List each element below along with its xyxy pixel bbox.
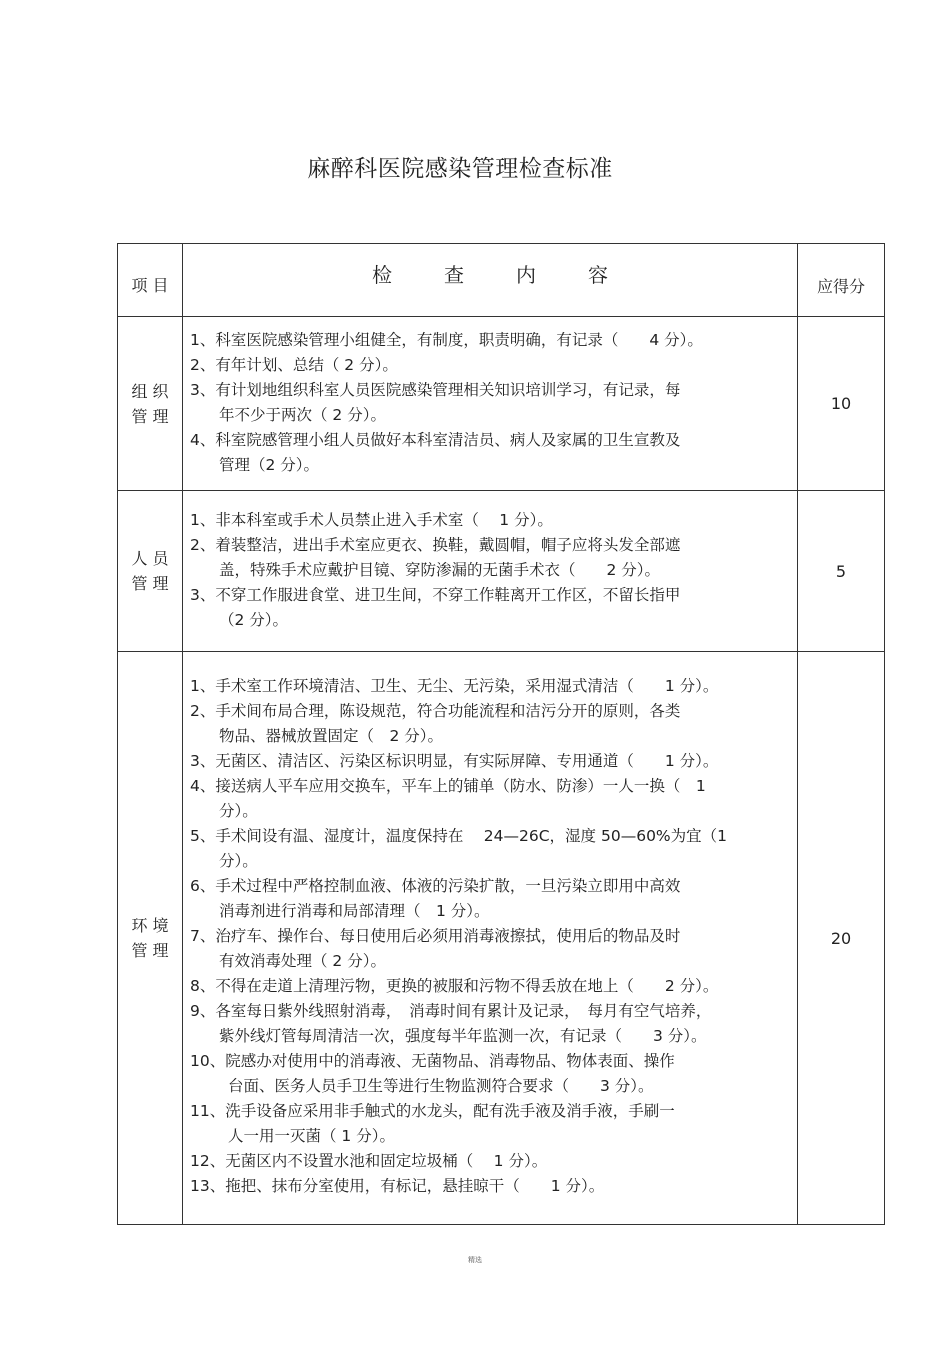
content-line: （2 分）。 [219,610,289,629]
content-line: 管理（2 分）。 [219,455,320,474]
header-content [183,244,798,317]
content-line: 盖，特殊手术应戴护目镜、穿防渗漏的无菌手术衣（ 2 分）。 [219,560,661,579]
content-line: 消毒剂进行消毒和局部清理（ 1 分）。 [219,901,490,920]
header-item: 项 目 [118,244,183,317]
category-cell [118,317,183,491]
header-content-char: 查 [444,262,464,287]
category-label: 管 理 [131,941,169,960]
page-title: 麻醉科医院感染管理检查标准 [307,156,613,182]
content-line: 4、科室院感管理小组人员做好本科室清洁员、病人及家属的卫生宣教及 [190,430,681,449]
content-line: 台面、医务人员手卫生等进行生物监测符合要求（ 3 分）。 [228,1076,654,1095]
content-line: 7、治疗车、操作台、每日使用后必须用消毒液擦拭，使用后的物品及时 [190,926,681,945]
inspection-table [117,243,885,1225]
category-label: 人 员 [131,549,169,568]
score-cell: 10 [798,317,885,491]
score-cell: 20 [798,652,885,1225]
content-line: 有效消毒处理（ 2 分）。 [219,951,386,970]
content-line: 2、着装整洁，进出手术室应更衣、换鞋，戴圆帽，帽子应将头发全部遮 [190,535,681,554]
category-label: 环 境 [131,916,169,935]
category-label: 管 理 [131,574,169,593]
content-line: 1、非本科室或手术人员禁止进入手术室（ 1 分）。 [190,510,553,529]
content-line: 10、院感办对使用中的消毒液、无菌物品、消毒物品、物体表面、操作 [190,1051,675,1070]
content-line: 3、不穿工作服进食堂、进卫生间，不穿工作鞋离开工作区，不留长指甲 [190,585,681,604]
category-cell [118,652,183,1225]
table-row-environment [118,652,885,1225]
table-row-personnel [118,491,885,652]
content-line: 8、不得在走道上清理污物，更换的被服和污物不得丢放在地上（ 2 分）。 [190,976,719,995]
content-cell [183,652,798,1225]
page-footer: 精选 [468,1256,482,1264]
content-cell [183,491,798,652]
content-line: 4、接送病人平车应用交换车，平车上的铺单（防水、防渗）一人一换（ 1 [190,776,706,795]
content-line: 分）。 [219,801,258,820]
content-line: 1、科室医院感染管理小组健全，有制度，职责明确，有记录（ 4 分）。 [190,330,703,349]
content-line: 3、无菌区、清洁区、污染区标识明显，有实际屏障、专用通道（ 1 分）。 [190,751,719,770]
content-line: 9、各室每日紫外线照射消毒， 消毒时间有累计及记录， 每月有空气培养， [190,1001,712,1020]
content-line: 3、有计划地组织科室人员医院感染管理相关知识培训学习，有记录，每 [190,380,681,399]
content-line: 11、洗手设备应采用非手触式的水龙头，配有洗手液及消手液，手刷一 [190,1101,675,1120]
content-line: 物品、器械放置固定（ 2 分）。 [219,726,444,745]
content-line: 2、有年计划、总结（ 2 分）。 [190,355,398,374]
table-row-organization [118,317,885,491]
category-label: 组 织 [131,381,169,401]
table-header-row [118,244,885,317]
content-line: 12、无菌区内不设置水池和固定垃圾桶（ 1 分）。 [190,1151,548,1170]
content-line: 6、手术过程中严格控制血液、体液的污染扩散，一旦污染立即用中高效 [190,876,681,895]
content-line: 2、手术间布局合理，陈设规范，符合功能流程和洁污分开的原则，各类 [190,701,681,720]
content-line: 5、手术间设有温、湿度计，温度保持在 24—26C，湿度 50—60%为宜（1 [190,826,728,845]
category-label: 管 理 [131,406,169,426]
content-cell [183,317,798,491]
header-score: 应得分 [798,244,885,317]
header-content-char: 内 [516,262,536,287]
header-content-char: 容 [588,262,608,287]
header-content-char: 检 [372,262,392,287]
content-line: 13、拖把、抹布分室使用，有标记，悬挂晾干（ 1 分）。 [190,1176,605,1195]
content-line: 年不少于两次（ 2 分）。 [219,405,386,424]
content-line: 分）。 [219,851,258,870]
content-line: 人一用一灭菌（ 1 分）。 [228,1126,395,1145]
content-line: 1、手术室工作环境清洁、卫生、无尘、无污染，采用湿式清洁（ 1 分）。 [190,676,719,695]
content-line: 紫外线灯管每周清洁一次，强度每半年监测一次，有记录（ 3 分）。 [219,1026,707,1045]
category-cell [118,491,183,652]
score-cell: 5 [798,491,885,652]
